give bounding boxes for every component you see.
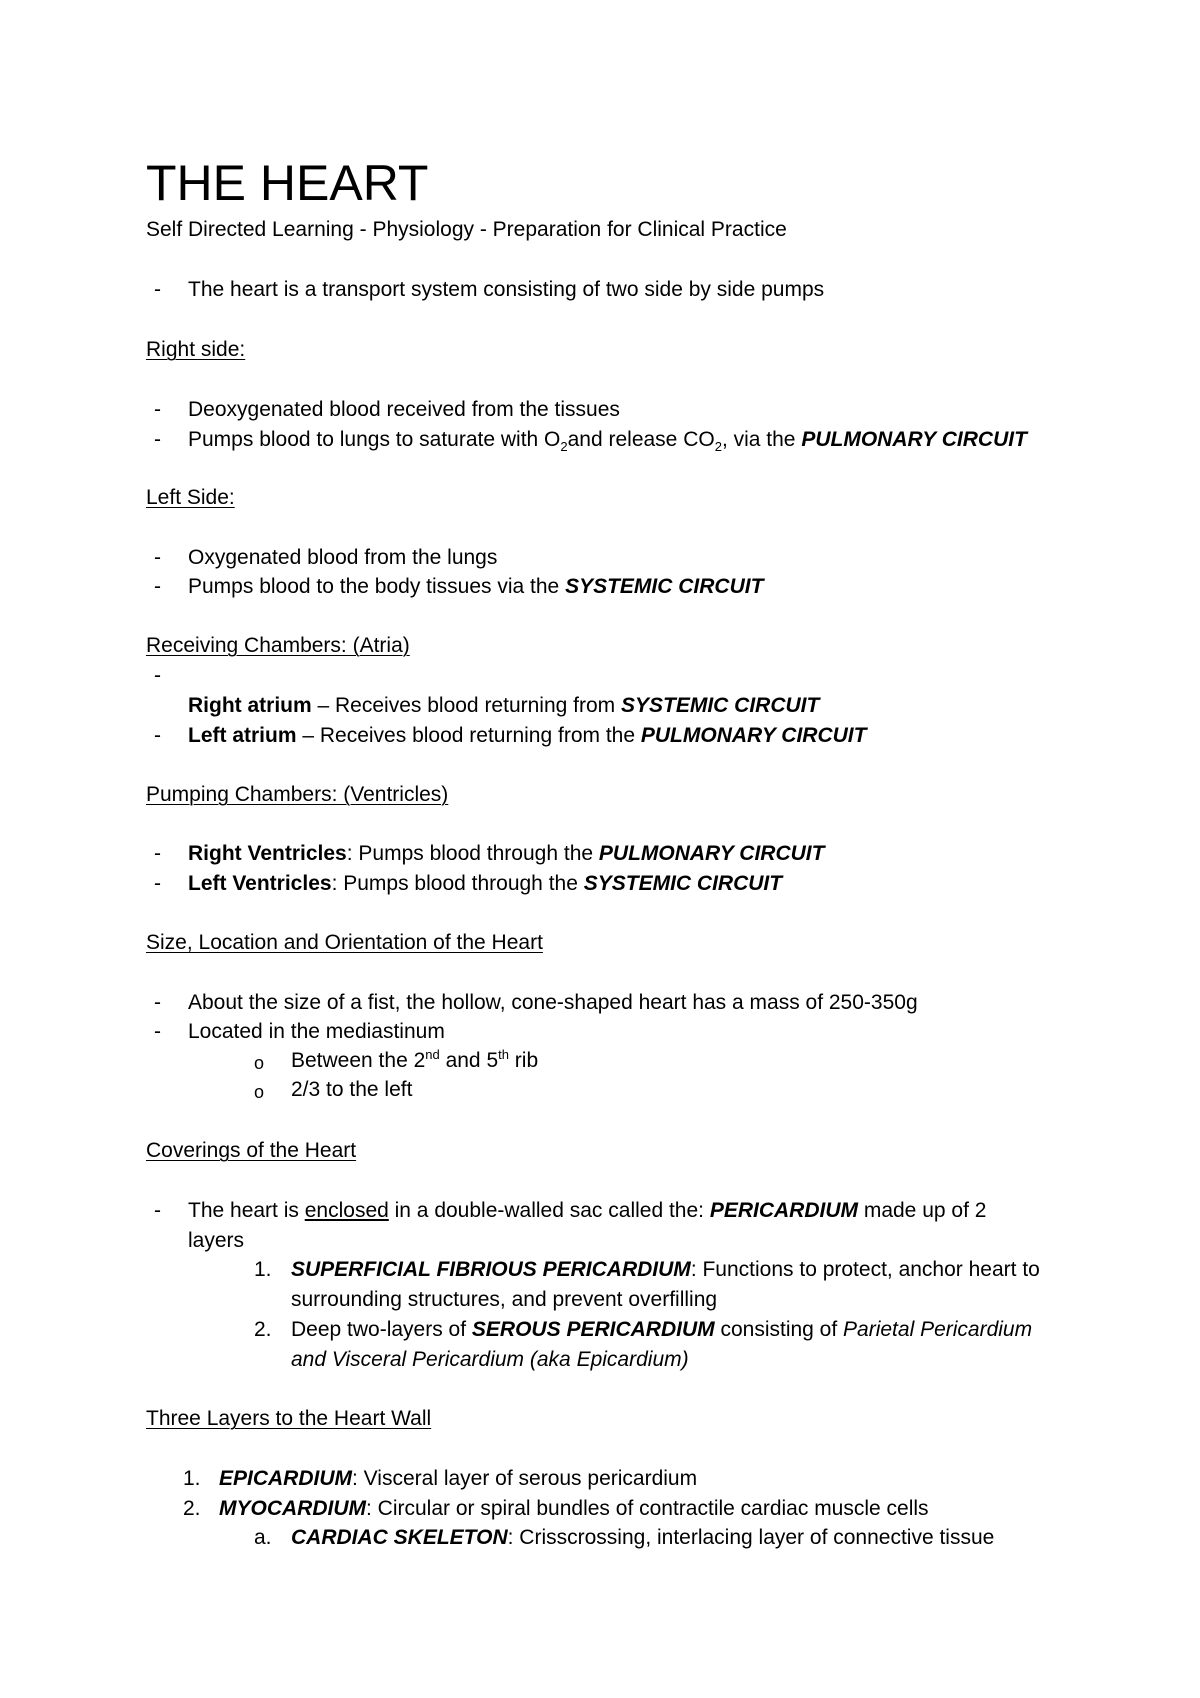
list-dash: - bbox=[154, 664, 161, 687]
list-number: 2. bbox=[183, 1497, 201, 1520]
list-item: Pumps blood to lungs to saturate with $O_2and$ release $CO_2$, via the PULMONARY CIRCUIT bbox=[188, 428, 1027, 455]
list-dash: - bbox=[154, 842, 161, 865]
list-dash: - bbox=[154, 428, 161, 451]
list-dash: - bbox=[154, 872, 161, 895]
heading-atria: Receiving Chambers: (Atria) bbox=[146, 634, 410, 657]
list-item: Right Ventricles: Pumps blood through the PULMONARY CIRCUIT bbox=[188, 842, 825, 865]
sub-list-item: Between the 2nd and 5th rib bbox=[291, 1047, 539, 1072]
list-item: Deoxygenated blood received from the tissues bbox=[188, 398, 620, 421]
list-item: Left atrium – Receives blood returning from the PULMONARY CIRCUIT bbox=[188, 724, 867, 747]
sub-bullet: o bbox=[254, 1053, 265, 1073]
list-item: About the size of a fist, the hollow, cone-shaped heart has a mass of 250-350g bbox=[188, 991, 918, 1014]
numbered-item: SUPERFICIAL FIBRIOUS PERICARDIUM: Functions to protect, anchor heart to bbox=[291, 1258, 1040, 1281]
list-dash: - bbox=[154, 991, 161, 1014]
page-subtitle: Self Directed Learning - Physiology - Preparation for Clinical Practice bbox=[146, 218, 787, 241]
heading-right-side: Right side: bbox=[146, 338, 246, 361]
list-item: Located in the mediastinum bbox=[188, 1020, 445, 1043]
list-number: 1. bbox=[254, 1258, 272, 1281]
list-dash: - bbox=[154, 724, 161, 747]
list-item: Left Ventricles: Pumps blood through the SYSTEMIC CIRCUIT bbox=[188, 872, 783, 895]
sub-list-item: 2/3 to the left bbox=[291, 1078, 413, 1101]
heading-left-side: Left Side: bbox=[146, 486, 235, 509]
list-dash: - bbox=[154, 278, 161, 301]
numbered-item: MYOCARDIUM: Circular or spiral bundles of contractile cardiac muscle cells bbox=[219, 1497, 929, 1520]
list-dash: - bbox=[154, 398, 161, 421]
list-item-continued: layers bbox=[188, 1229, 245, 1252]
list-number: 2. bbox=[254, 1318, 272, 1341]
list-dash: - bbox=[154, 1020, 161, 1043]
page-title: THE HEART bbox=[146, 155, 429, 211]
list-item: The heart is enclosed in a double-walled sac called the: PERICARDIUM made up of 2 bbox=[188, 1199, 987, 1222]
lettered-item: CARDIAC SKELETON: Crisscrossing, interlacing layer of connective tissue bbox=[291, 1526, 995, 1549]
numbered-item-continued: surrounding structures, and prevent overfilling bbox=[291, 1288, 718, 1311]
numbered-item-continued: and Visceral Pericardium (aka Epicardium) bbox=[291, 1348, 689, 1371]
sub-bullet: o bbox=[254, 1082, 265, 1102]
numbered-item: Deep two-layers of SEROUS PERICARDIUM consisting of Parietal Pericardium bbox=[291, 1318, 1033, 1341]
list-item: Oxygenated blood from the lungs bbox=[188, 546, 498, 569]
list-number: 1. bbox=[183, 1467, 201, 1490]
list-item: Right atrium – Receives blood returning from SYSTEMIC CIRCUIT bbox=[188, 694, 820, 717]
heading-coverings: Coverings of the Heart bbox=[146, 1139, 357, 1162]
list-dash: - bbox=[154, 546, 161, 569]
list-letter: a. bbox=[254, 1526, 272, 1549]
list-item: Pumps blood to the body tissues via the SYSTEMIC CIRCUIT bbox=[188, 575, 764, 598]
list-dash: - bbox=[154, 575, 161, 598]
numbered-item: EPICARDIUM: Visceral layer of serous pericardium bbox=[219, 1467, 698, 1490]
heading-heart-wall-layers: Three Layers to the Heart Wall bbox=[146, 1407, 432, 1430]
heading-size-location: Size, Location and Orientation of the Heart bbox=[146, 931, 543, 954]
list-dash: - bbox=[154, 1199, 161, 1222]
heading-ventricles: Pumping Chambers: (Ventricles) bbox=[146, 783, 449, 806]
intro-text: The heart is a transport system consisting of two side by side pumps bbox=[188, 278, 825, 301]
